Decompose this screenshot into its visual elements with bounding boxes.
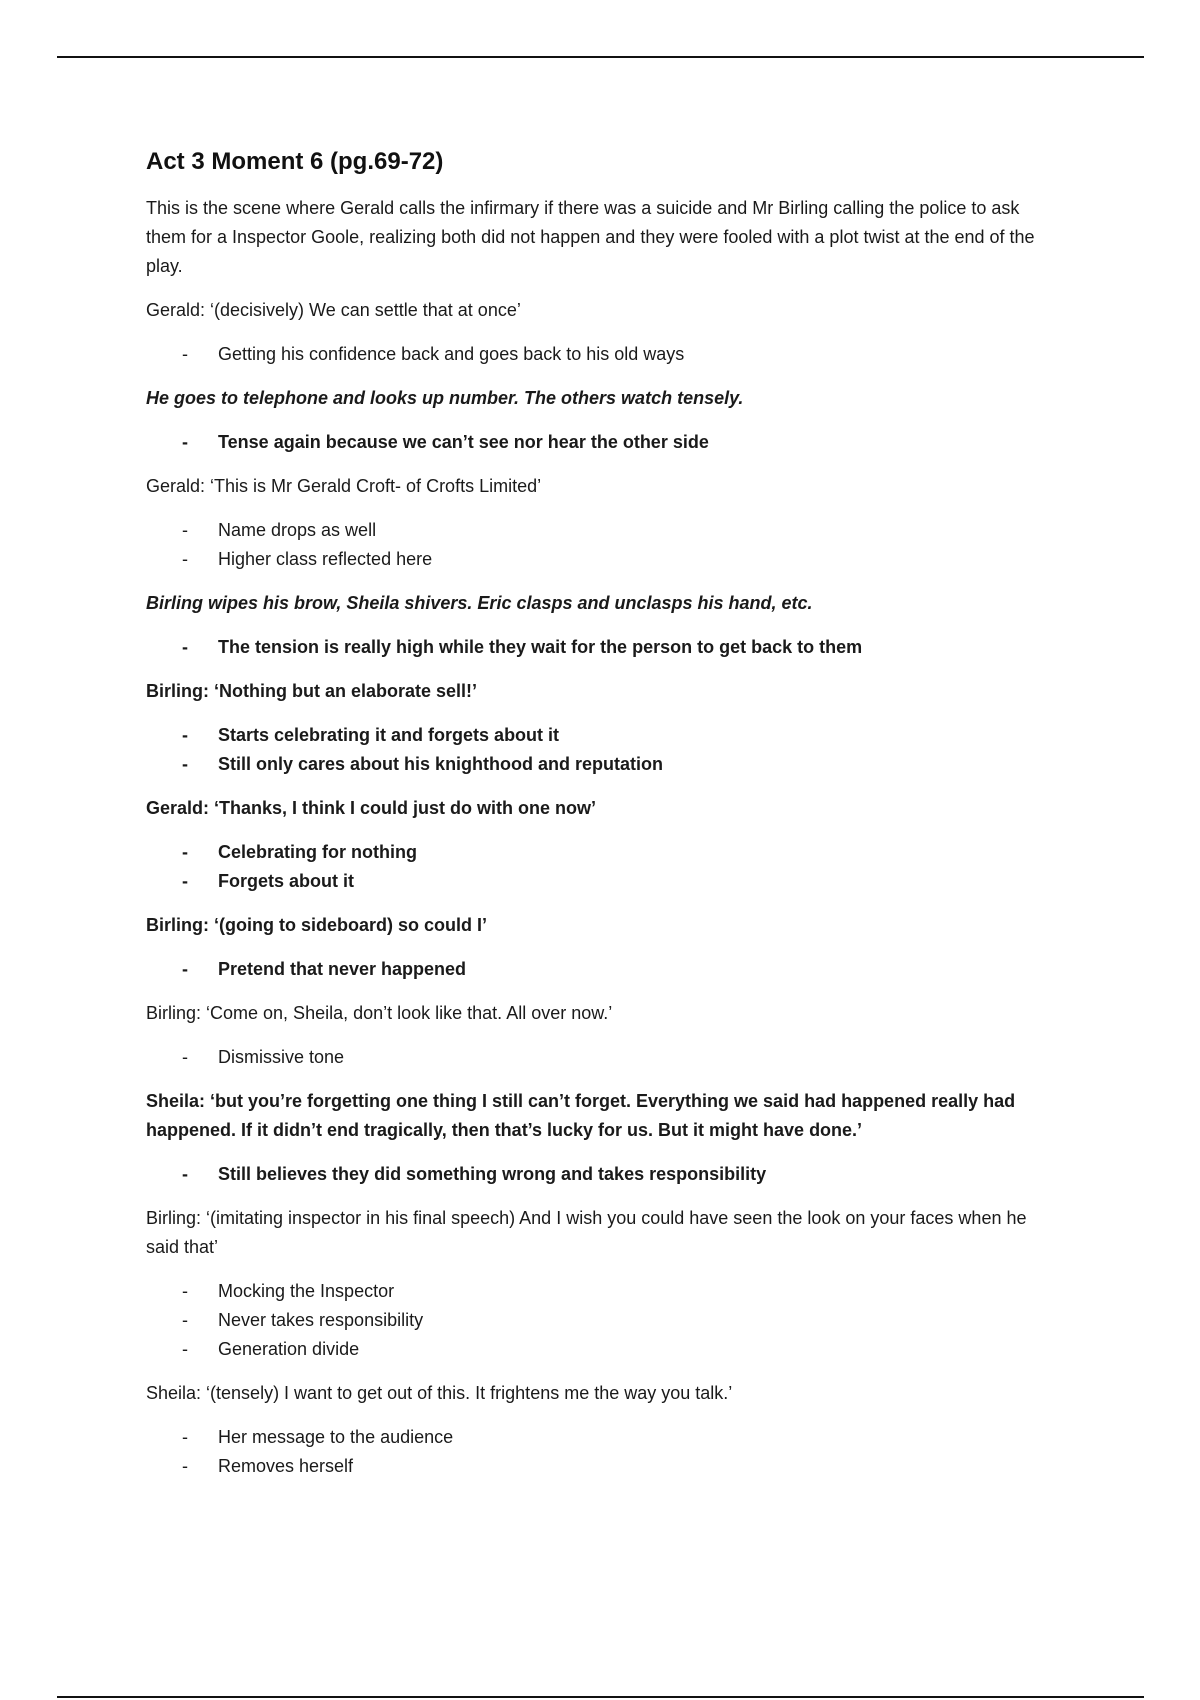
quote-gerald-settle: Gerald: ‘(decisively) We can settle that at once’ (146, 300, 521, 320)
top-rule (57, 56, 1144, 58)
note-item: - Pretend that never happened (146, 955, 1046, 984)
note-item: - Removes herself (146, 1452, 1046, 1481)
note-item: - Her message to the audience (146, 1423, 1046, 1452)
note-item: - Name drops as well (146, 516, 1046, 545)
quote-birling-sideboard: Birling: ‘(going to sideboard) so could I’ (146, 915, 487, 935)
stage-direction-tension: Birling wipes his brow, Sheila shivers. Eric clasps and unclasps his hand, etc. (146, 593, 813, 613)
note-item: - Starts celebrating it and forgets about it (146, 721, 1046, 750)
quote-birling-sell: Birling: ‘Nothing but an elaborate sell!’ (146, 681, 478, 701)
note-item: - Dismissive tone (146, 1043, 1046, 1072)
notes-list (146, 428, 1046, 457)
quote-gerald-thanks: Gerald: ‘Thanks, I think I could just do with one now’ (146, 798, 597, 818)
note-item: - Getting his confidence back and goes back to his old ways (146, 340, 1046, 369)
note-item: - Forgets about it (146, 867, 1046, 896)
note-item: - Never takes responsibility (146, 1306, 1046, 1335)
note-item: - Mocking the Inspector (146, 1277, 1046, 1306)
notes-list (146, 340, 1046, 369)
notes-list (146, 1277, 1046, 1364)
quote-sheila-tensely: Sheila: ‘(tensely) I want to get out of this. It frightens me the way you talk.’ (146, 1383, 733, 1403)
note-item: - Celebrating for nothing (146, 838, 1046, 867)
document-body (146, 146, 1046, 1496)
intro-paragraph: This is the scene where Gerald calls the infirmary if there was a suicide and Mr Birling calling the police to ask them for a Inspector Goole, realizing both did not happen and they were fooled with a plot twist at the end of the play. (146, 198, 1035, 276)
quote-gerald-croft: Gerald: ‘This is Mr Gerald Croft- of Crofts Limited’ (146, 476, 542, 496)
bottom-rule (57, 1696, 1144, 1698)
note-item: - The tension is really high while they wait for the person to get back to them (146, 633, 1046, 662)
notes-list (146, 1043, 1046, 1072)
note-item: - Still only cares about his knighthood and reputation (146, 750, 1046, 779)
notes-list (146, 516, 1046, 574)
note-item: - Generation divide (146, 1335, 1046, 1364)
notes-list (146, 838, 1046, 896)
note-item: - Still believes they did something wrong and takes responsibility (146, 1160, 1046, 1189)
stage-direction-telephone: He goes to telephone and looks up number. The others watch tensely. (146, 388, 744, 408)
note-item: - Tense again because we can’t see nor hear the other side (146, 428, 1046, 457)
notes-list (146, 721, 1046, 779)
document-title: Act 3 Moment 6 (pg.69-72) (146, 148, 444, 175)
notes-list (146, 633, 1046, 662)
note-item: - Higher class reflected here (146, 545, 1046, 574)
notes-list (146, 1423, 1046, 1481)
notes-list (146, 955, 1046, 984)
quote-sheila-forgetting: Sheila: ‘but you’re forgetting one thing I still can’t forget. Everything we said had happened really had happened. If it didn’t end tragically, then that’s lucky for us. But it might have done.’ (146, 1091, 1016, 1140)
notes-list (146, 1160, 1046, 1189)
quote-birling-imitating: Birling: ‘(imitating inspector in his final speech) And I wish you could have seen the look on your faces when he said that’ (146, 1208, 1027, 1257)
quote-birling-come-on: Birling: ‘Come on, Sheila, don’t look like that. All over now.’ (146, 1003, 613, 1023)
